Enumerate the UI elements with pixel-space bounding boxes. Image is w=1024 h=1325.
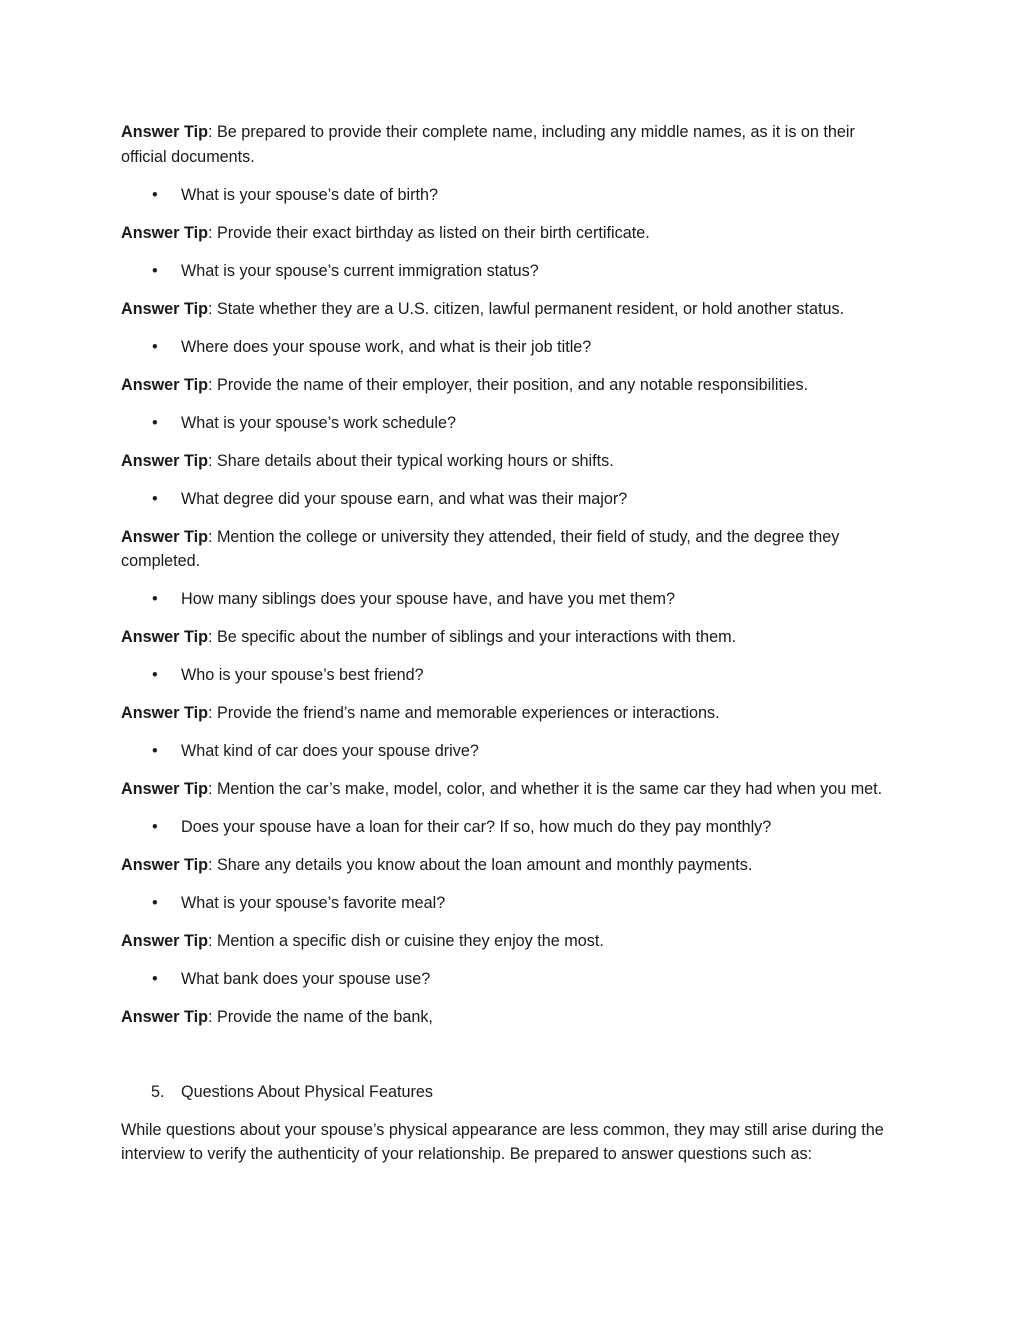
question-text: How many siblings does your spouse have, and have you met them? <box>181 590 675 608</box>
question-bullet-item <box>121 663 891 688</box>
answer-tip-text: : State whether they are a U.S. citizen, lawful permanent resident, or hold another status. <box>207 299 845 318</box>
section-heading <box>121 1080 891 1105</box>
answer-tip-label: Answer Tip <box>121 856 208 874</box>
bullet-icon: • <box>152 742 158 760</box>
answer-tip-text: : Be prepared to provide their complete name, including any middle names, as it is on their official documents. <box>121 123 855 166</box>
answer-tip-label: Answer Tip <box>121 704 208 722</box>
section-title: Questions About Physical Features <box>181 1082 433 1101</box>
question-text: What degree did your spouse earn, and what was their major? <box>181 489 628 508</box>
answer-tip-text: : Provide their exact birthday as listed on their birth certificate. <box>207 223 650 242</box>
bullet-icon: • <box>152 337 158 356</box>
answer-tip <box>121 625 891 650</box>
question-bullet-item <box>121 891 891 916</box>
document-page <box>121 120 891 1180</box>
question-text: What is your spouse’s current immigration status? <box>181 261 539 280</box>
answer-tip <box>121 221 891 246</box>
question-text: What kind of car does your spouse drive? <box>181 742 479 760</box>
answer-tip-text: : Mention the car’s make, model, color, and whether it is the same car they had when you met. <box>207 780 883 798</box>
section-number: 5. <box>151 1082 165 1101</box>
bullet-icon: • <box>152 185 158 204</box>
bullet-icon: • <box>152 261 158 280</box>
answer-tip <box>121 449 891 474</box>
answer-tip <box>121 120 891 169</box>
answer-tip <box>121 373 891 398</box>
answer-tip-text: : Provide the name of their employer, their position, and any notable responsibilities. <box>207 375 809 394</box>
answer-tip-text: : Share details about their typical working hours or shifts. <box>207 451 614 470</box>
answer-tip-label: Answer Tip <box>121 780 208 798</box>
answer-tip <box>121 929 891 954</box>
bullet-icon: • <box>152 489 158 508</box>
answer-tip-text: : Share any details you know about the loan amount and monthly payments. <box>207 856 753 874</box>
bullet-icon: • <box>152 413 158 432</box>
answer-tip-label: Answer Tip <box>121 932 208 950</box>
question-text: What is your spouse’s date of birth? <box>181 185 439 204</box>
answer-tip-label: Answer Tip <box>121 123 208 141</box>
question-bullet-item <box>121 335 891 360</box>
bullet-icon: • <box>152 666 158 684</box>
answer-tip-text: : Be specific about the number of siblings and your interactions with them. <box>207 628 737 646</box>
body-paragraph: While questions about your spouse’s physical appearance are less common, they may still arise during the interview to verify the authenticity of your relationship. Be prepared to answer questions such as: <box>121 1120 884 1163</box>
answer-tip-label: Answer Tip <box>121 527 208 546</box>
answer-tip-text: : Mention a specific dish or cuisine they enjoy the most. <box>207 932 604 950</box>
answer-tip-label: Answer Tip <box>121 628 208 646</box>
question-bullet-item <box>121 587 891 612</box>
question-bullet-item <box>121 967 891 992</box>
bullet-icon: • <box>152 590 158 608</box>
answer-tip <box>121 1005 891 1030</box>
answer-tip-label: Answer Tip <box>121 223 208 242</box>
question-text: What is your spouse’s work schedule? <box>181 413 457 432</box>
answer-tip-label: Answer Tip <box>121 299 208 318</box>
answer-tip <box>121 701 891 726</box>
question-text: Does your spouse have a loan for their car? If so, how much do they pay monthly? <box>181 818 772 836</box>
question-bullet-item <box>121 183 891 208</box>
answer-tip-label: Answer Tip <box>121 1008 208 1026</box>
answer-tip <box>121 525 891 574</box>
question-text: Who is your spouse’s best friend? <box>181 666 424 684</box>
bullet-icon: • <box>152 970 158 988</box>
question-text: What bank does your spouse use? <box>181 970 431 988</box>
question-text: Where does your spouse work, and what is their job title? <box>181 337 592 356</box>
answer-tip-label: Answer Tip <box>121 375 208 394</box>
bullet-icon: • <box>152 894 158 912</box>
question-bullet-item <box>121 815 891 840</box>
answer-tip-text: : Provide the name of the bank, <box>207 1008 433 1026</box>
question-bullet-item <box>121 411 891 436</box>
answer-tip-text: : Provide the friend’s name and memorable experiences or interactions. <box>207 704 720 722</box>
answer-tip <box>121 777 891 802</box>
bullet-icon: • <box>152 818 158 836</box>
question-bullet-item <box>121 739 891 764</box>
question-bullet-item <box>121 487 891 512</box>
answer-tip <box>121 853 891 878</box>
question-text: What is your spouse’s favorite meal? <box>181 894 446 912</box>
answer-tip-label: Answer Tip <box>121 451 208 470</box>
answer-tip-text: : Mention the college or university they attended, their field of study, and the degree they completed. <box>121 527 840 570</box>
question-bullet-item <box>121 259 891 284</box>
answer-tip <box>121 297 891 322</box>
